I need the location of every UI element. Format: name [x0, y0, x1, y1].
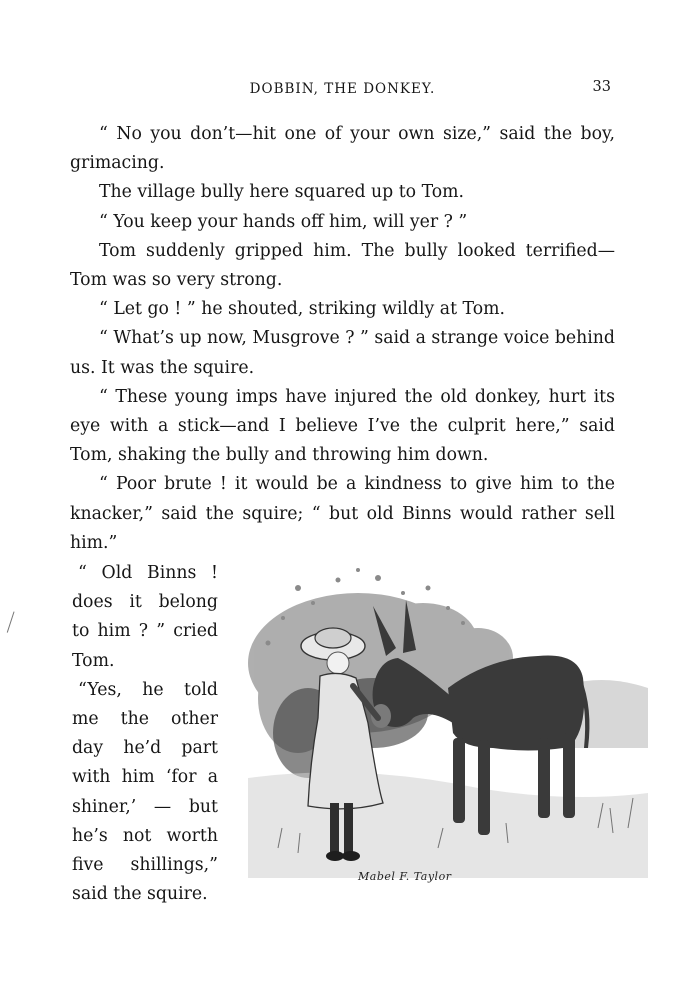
paragraph: “ Let go ! ” he shouted, striking wildly at Tom. — [99, 299, 505, 320]
paragraph: Tom suddenly gripped him. The bully looked terrified—Tom was so very strong. — [70, 240, 615, 291]
paragraph: “ Old Binns ! does it belong to him ? ” cried Tom. — [72, 563, 218, 671]
page-number: 33 — [592, 79, 611, 95]
running-title: DOBBIN, THE DONKEY. — [249, 81, 436, 97]
paragraph: “ No you don’t—hit one of your own size,” said the boy, grimacing. — [70, 124, 615, 174]
girl-and-donkey-illustration — [238, 548, 658, 900]
paragraph: “ Poor brute ! it would be a kindness to give him to the knacker,” said the squire; “ but old Binns would rather sell him.” — [70, 474, 615, 553]
paragraph: “ These young imps have injured the old donkey, hurt its eye with a stick—and I believe I’ve the culprit here,” said Tom, shaking the bully and throwing him down. — [70, 386, 615, 466]
paragraph: “ What’s up now, Musgrove ? ” said a strange voice behind us. It was the squire. — [70, 328, 615, 378]
paragraph: The village bully here squared up to Tom. — [99, 182, 465, 203]
margin-mark — [7, 611, 20, 634]
wrapped-text-column — [72, 559, 218, 909]
paragraph: “Yes, he told me the other day he’d part with him ‘for a shiner,’ — but he’s not worth five shillings,” said the squire. — [72, 679, 218, 905]
page-header — [70, 78, 615, 102]
paragraph: “ You keep your hands off him, will yer ? ” — [99, 211, 468, 232]
main-text — [70, 120, 615, 558]
artist-signature: Mabel F. Taylor — [358, 870, 452, 883]
